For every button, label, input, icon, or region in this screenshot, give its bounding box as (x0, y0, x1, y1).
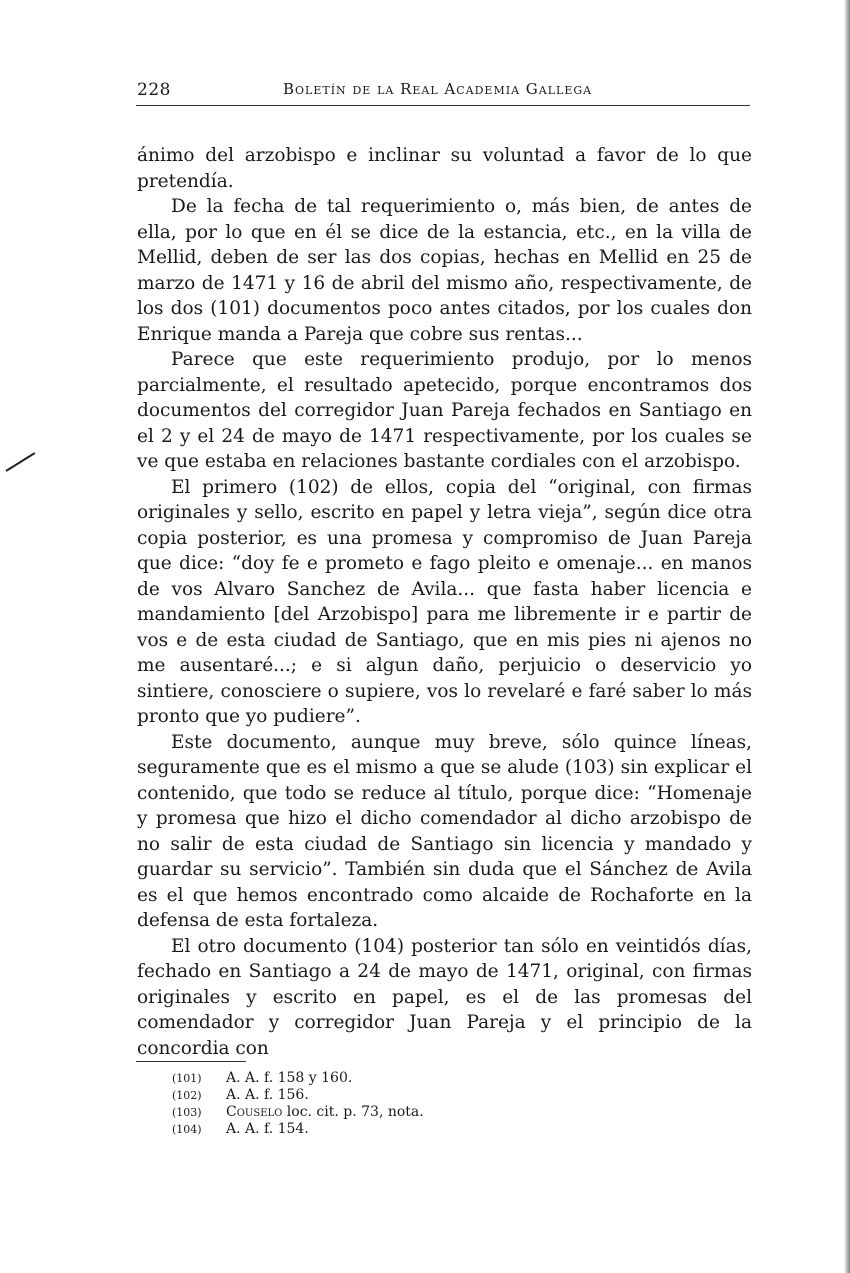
running-head: Boletín de la Real Academia Gallega (283, 80, 593, 98)
footnote-text: loc. cit. p. 73, nota. (286, 1104, 424, 1120)
footnote-text: A. A. f. 154. (226, 1121, 309, 1137)
paragraph: Este documento, aunque muy breve, sólo quince líneas, seguramente que es el mismo a que se alude (103) sin explicar el contenido, que todo se reduce al título, porque dice: “Homenaje y promesa que hizo el dicho comendador al dicho arzobispo de no salir de esta ciudad de Santiago sin licencia y mandado y guardar su servicio”. También sin duda que el Sánchez de Avila es el que hemos encontrado como alcaide de Rochaforte en la defensa de esta fortaleza. (137, 731, 752, 931)
margin-pencil-mark (5, 452, 35, 472)
footnote-rule (136, 1061, 246, 1062)
header-rule (136, 105, 750, 106)
footnote (172, 1087, 672, 1104)
footnote-number: (104) (172, 1123, 202, 1136)
paragraph: El otro documento (104) posterior tan sólo en veintidós días, fechado en Santiago a 24 de mayo de 1471, original, con firmas originales y escrito en papel, es el de las promesas del comendador y corregidor Juan Pareja y el principio de la concordia con (137, 935, 752, 1059)
body-text (137, 143, 752, 1061)
scan-edge-shadow (844, 0, 850, 1273)
footnote (172, 1104, 672, 1121)
footnote-text: A. A. f. 158 y 160. (226, 1070, 353, 1086)
footnote-text: A. A. f. 156. (226, 1087, 309, 1103)
footnote (172, 1070, 672, 1087)
footnote-number: (101) (172, 1072, 202, 1085)
paragraph: Parece que este requerimiento produjo, por lo menos parcialmente, el resultado apetecido, porque encontramos dos documentos del corregidor Juan Pareja fechados en Santiago en el 2 y el 24 de mayo de 1471 respectivamente, por los cuales se ve que estaba en relaciones bastante cordiales con el arzobispo. (137, 349, 752, 472)
footnotes (172, 1070, 672, 1138)
paragraph-continuation: ánimo del arzobispo e inclinar su voluntad a favor de lo que pretendía. (137, 145, 752, 192)
page-number: 228 (137, 80, 171, 100)
paragraph: El primero (102) de ellos, copia del “original, con firmas originales y sello, escrito en papel y letra vieja”, según dice otra copia posterior, es una promesa y compromiso de Juan Pareja que dice: “doy fe e prometo e fago pleito e omenaje... en manos de vos Alvaro Sanchez de Avila... que fasta haber licencia e mandamiento [del Arzobispo] para me libremente ir e partir de vos e de esta ciudad de Santiago, que en mis pies ni ajenos no me ausentaré...; e si algun daño, perjuicio o deservicio yo sintiere, conosciere o supiere, vos lo revelaré e faré saber lo más pronto que yo pudiere”. (137, 476, 752, 727)
footnote-author: Couselo (226, 1104, 283, 1120)
footnote (172, 1121, 672, 1138)
footnote-number: (102) (172, 1089, 202, 1102)
paragraph: De la fecha de tal requerimiento o, más bien, de antes de ella, por lo que en él se dice de la estancia, etc., en la villa de Mellid, deben de ser las dos copias, hechas en Mellid en 25 de marzo de 1471 y 16 de abril del mismo año, respectivamente, de los dos (101) documentos poco antes citados, por los cuales don Enrique manda a Pareja que cobre sus rentas... (137, 196, 752, 345)
footnote-number: (103) (172, 1106, 202, 1119)
